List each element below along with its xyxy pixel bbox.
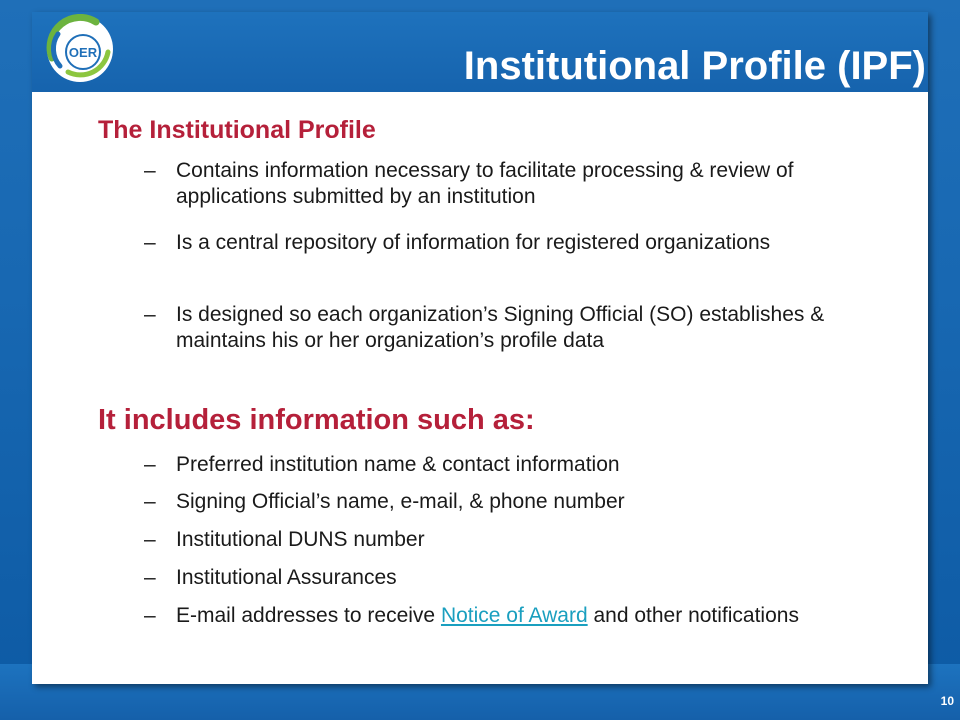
section-heading-profile: The Institutional Profile (98, 116, 376, 144)
bullet-dash: – (144, 490, 156, 513)
list-item-text: Institutional DUNS number (176, 528, 425, 551)
bullet-dash: – (144, 453, 156, 476)
list-item-text (176, 603, 904, 629)
list-item-text: Contains information necessary to facilitate processing & review of applications submitted by an institution (176, 159, 794, 208)
list-item (144, 565, 904, 591)
list-item (144, 302, 904, 354)
bullet-dash: – (144, 231, 156, 254)
list-item-text: Signing Official’s name, e-mail, & phone number (176, 490, 625, 513)
list-item (144, 230, 904, 256)
page-number: 10 (940, 694, 954, 708)
section-heading-includes: It includes information such as: (98, 404, 535, 436)
bullet-dash: – (144, 566, 156, 589)
oer-logo-icon (38, 14, 122, 84)
list-item-text: Is a central repository of information for registered organizations (176, 231, 771, 254)
list-item-text-after: and other notifications (587, 604, 799, 627)
list-item (144, 158, 904, 210)
list-item (144, 489, 904, 515)
bullet-dash: – (144, 604, 156, 627)
list-item-text: Is designed so each organization’s Signing Official (SO) establishes & maintains his or her organization’s profile data (176, 303, 825, 352)
list-item-text: Preferred institution name & contact information (176, 453, 620, 476)
list-item (144, 452, 904, 478)
list-item-text: Institutional Assurances (176, 566, 397, 589)
bullet-dash: – (144, 303, 156, 326)
logo-text: OER (68, 45, 98, 60)
bullet-dash: – (144, 528, 156, 551)
list-item-text-before: E-mail addresses to receive (176, 604, 441, 627)
list-item (144, 603, 904, 629)
list-item (144, 527, 904, 553)
notice-of-award-link[interactable]: Notice of Award (440, 604, 588, 627)
slide-title: Institutional Profile (IPF) (463, 44, 926, 88)
bullet-dash: – (144, 159, 156, 182)
